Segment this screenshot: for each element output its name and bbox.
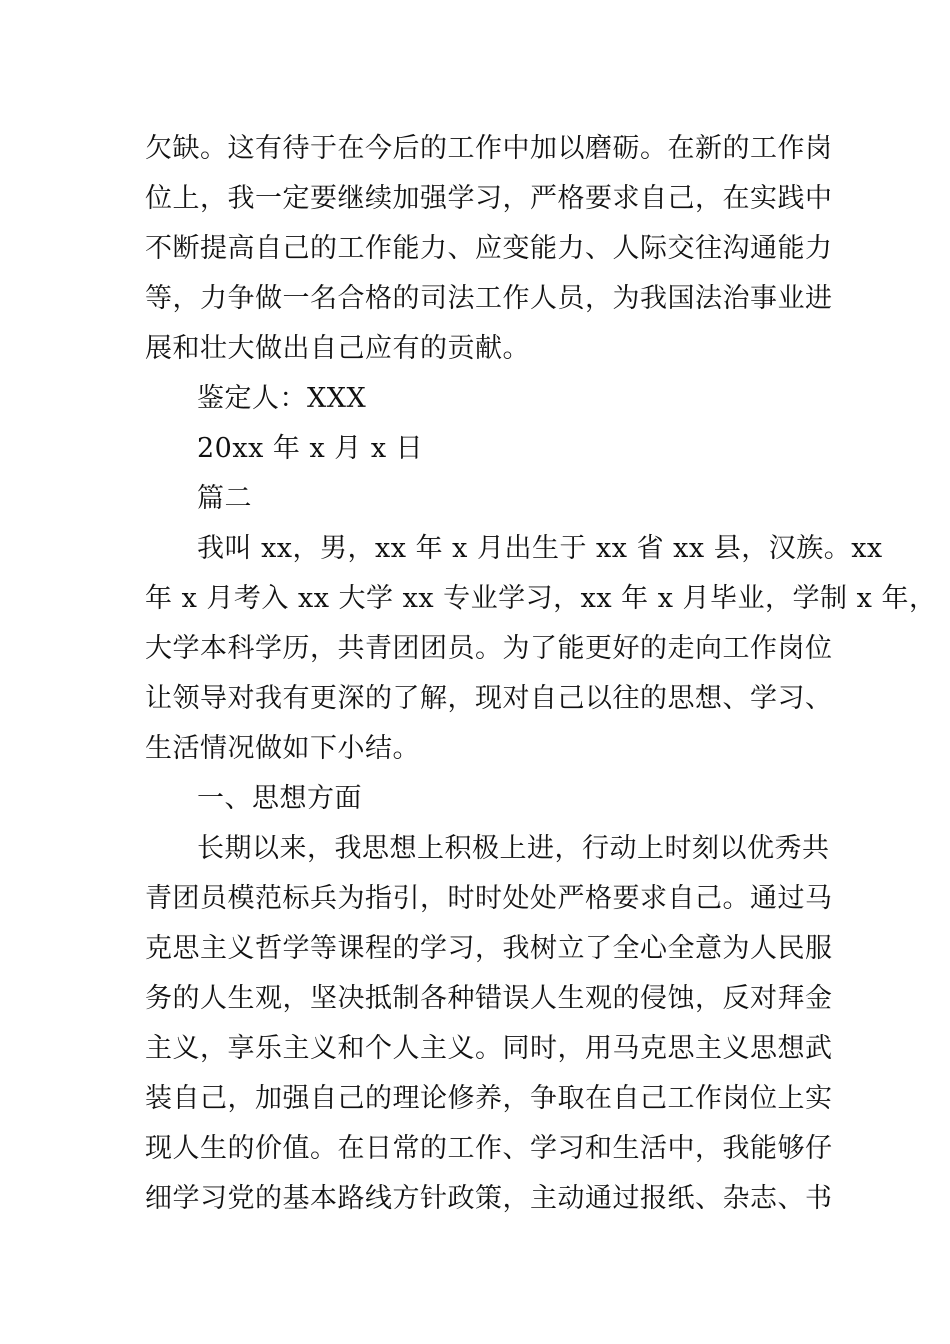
paragraph-line: 现人生的价值。在日常的工作、学习和生活中，我能够仔 xyxy=(145,1133,833,1164)
paragraph-line: 生活情况做如下小结。 xyxy=(145,733,420,764)
paragraph-line: 年 x 月考入 xx 大学 xx 专业学习，xx 年 x 月毕业，学制 x 年， xyxy=(145,583,937,614)
paragraph-line: 务的人生观，坚决抵制各种错误人生观的侵蚀，反对拜金 xyxy=(145,983,833,1014)
paragraph-line: 青团员模范标兵为指引，时时处处严格要求自己。通过马 xyxy=(145,883,833,914)
appraiser-line: 鉴定人：XXX xyxy=(197,383,367,414)
paragraph-line: 装自己，加强自己的理论修养，争取在自己工作岗位上实 xyxy=(145,1083,833,1114)
paragraph-line: 主义，享乐主义和个人主义。同时，用马克思主义思想武 xyxy=(145,1033,833,1064)
date-line: 20xx 年 x 月 x 日 xyxy=(197,433,424,464)
paragraph-line: 欠缺。这有待于在今后的工作中加以磨砺。在新的工作岗 xyxy=(145,133,833,164)
paragraph-line: 细学习党的基本路线方针政策，主动通过报纸、杂志、书 xyxy=(145,1183,833,1214)
paragraph-line: 位上，我一定要继续加强学习，严格要求自己，在实践中 xyxy=(145,183,833,214)
paragraph-line: 展和壮大做出自己应有的贡献。 xyxy=(145,333,530,364)
paragraph-line: 克思主义哲学等课程的学习，我树立了全心全意为人民服 xyxy=(145,933,833,964)
paragraph-line: 让领导对我有更深的了解，现对自己以往的思想、学习、 xyxy=(145,683,833,714)
paragraph-line: 等，力争做一名合格的司法工作人员，为我国法治事业进 xyxy=(145,283,833,314)
paragraph-line: 大学本科学历，共青团团员。为了能更好的走向工作岗位 xyxy=(145,633,833,664)
section-heading: 篇二 xyxy=(197,483,252,514)
paragraph-line: 长期以来，我思想上积极上进，行动上时刻以优秀共 xyxy=(197,833,830,864)
subsection-heading: 一、思想方面 xyxy=(197,783,362,814)
paragraph-line: 不断提高自己的工作能力、应变能力、人际交往沟通能力 xyxy=(145,233,833,264)
paragraph-line: 我叫 xx，男，xx 年 x 月出生于 xx 省 xx 县，汉族。xx xyxy=(197,533,883,564)
